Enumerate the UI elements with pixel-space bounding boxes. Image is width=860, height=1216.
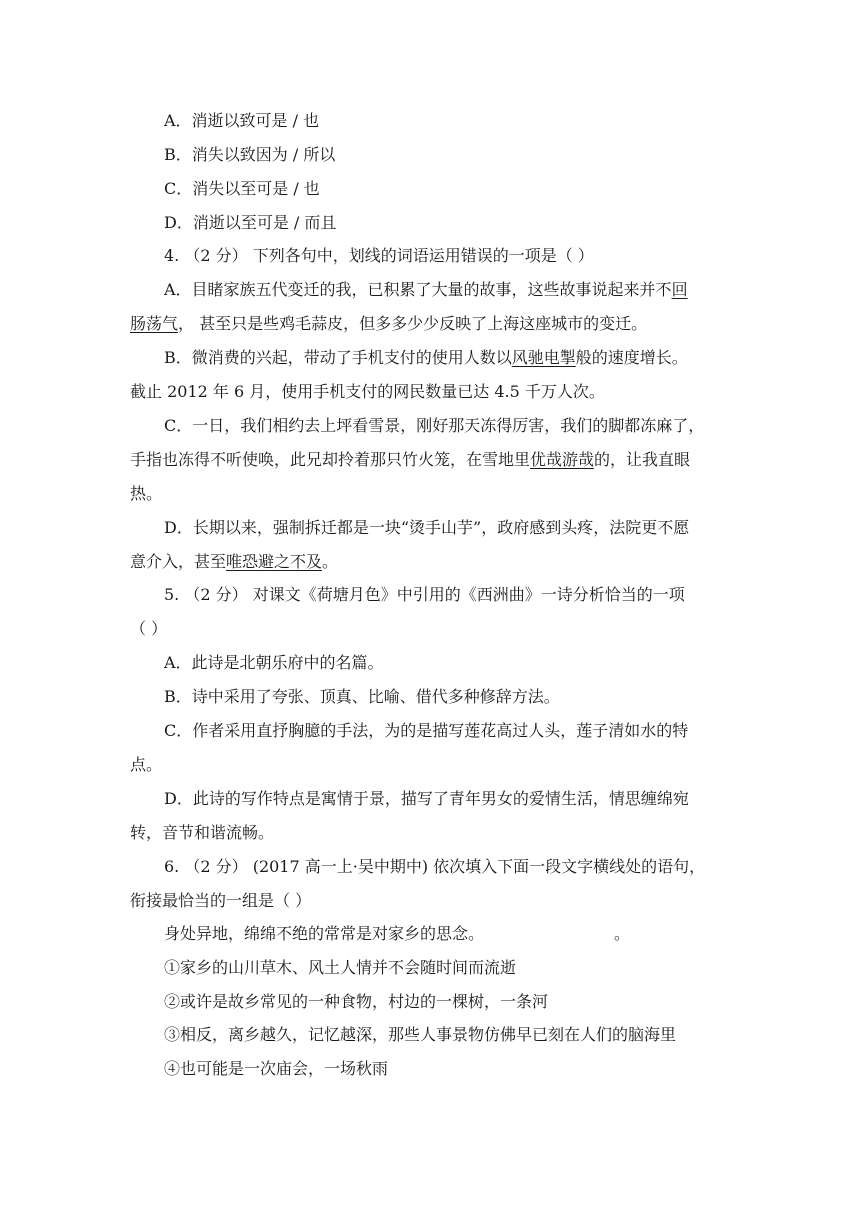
- q4-option-a-underlined: 回: [671, 280, 688, 299]
- q4-option-a-line1: [164, 279, 764, 301]
- q4-option-a-underlined-cont: 肠荡气: [130, 314, 179, 333]
- q4-option-c-underlined: 优哉游哉: [530, 450, 595, 469]
- q6-stem-line2: 衔接最恰当的一组是（ ）: [130, 891, 312, 910]
- q4-option-b-text: B．微消费的兴起，带动了手机支付的使用人数以: [164, 348, 512, 367]
- q4-option-b-line1: [164, 347, 764, 369]
- q6-item-3: ③相反，离乡越久，记忆越深，那些人事景物仿佛早已刻在人们的脑海里: [164, 1025, 677, 1044]
- q3-option-c: C．消失以至可是 / 也: [164, 179, 320, 198]
- q6-stem-line1: 6. （2 分） (2017 高一上·吴中期中) 依次填入下面一段文字横线处的语句，: [164, 857, 706, 876]
- q4-option-d-line1: D．长期以来，强制拆迁都是一块“烫手山芋”，政府感到头疼，法院更不愿: [164, 518, 690, 537]
- q6-passage-end: 。: [614, 924, 631, 943]
- q4-stem: 4. （2 分） 下列各句中，划线的词语运用错误的一项是（ ）: [164, 246, 594, 265]
- q4-option-a-line2: [130, 313, 730, 335]
- q3-option-d: D．消逝以至可是 / 而且: [164, 213, 337, 232]
- q6-passage-text: 身处异地，绵绵不绝的常常是对家乡的思念。: [164, 924, 485, 943]
- q4-option-d-underlined: 唯恐避之不及: [226, 552, 323, 571]
- q5-stem-line1: 5. （2 分） 对课文《荷塘月色》中引用的《西洲曲》一诗分析恰当的一项: [164, 585, 685, 604]
- q6-item-2: ②或许是故乡常见的一种食物，村边的一棵树，一条河: [164, 992, 549, 1011]
- q6-item-4: ④也可能是一次庙会，一场秋雨: [164, 1059, 389, 1078]
- q4-option-c-line1: C．一日，我们相约去上坪看雪景，刚好那天冻得厉害，我们的脚都冻麻了，: [164, 416, 705, 435]
- q4-option-b-text-post: 般的速度增长。: [575, 348, 688, 367]
- q4-option-b-line2: 截止 2012 年 6 月，使用手机支付的网民数量已达 4.5 千万人次。: [130, 382, 605, 401]
- q5-option-d-line2: 转，音节和谐流畅。: [130, 823, 275, 842]
- q6-item-1: ①家乡的山川草木、风土人情并不会随时间而流逝: [164, 958, 517, 977]
- q3-option-b: B．消失以致因为 / 所以: [164, 145, 336, 164]
- q4-option-c-text: 手指也冻得不听使唤，此兄却拎着那只竹火笼，在雪地里: [130, 450, 531, 469]
- q3-option-a: A．消逝以致可是 / 也: [164, 111, 320, 130]
- q4-option-a-text: A．目睹家族五代变迁的我，已积累了大量的故事，这些故事说起来并不: [164, 280, 672, 299]
- q5-option-d-line1: D．此诗的写作特点是寓情于景，描写了青年男女的爱情生活，情思缠绵宛: [164, 789, 689, 808]
- q4-option-d-line2: [130, 551, 730, 573]
- q4-option-c-text-post: 的，让我直眼: [594, 450, 691, 469]
- q4-option-c-line3: 热。: [130, 484, 163, 503]
- q4-option-b-underlined: 风驰电掣: [511, 348, 576, 367]
- q6-passage: [164, 923, 764, 945]
- q5-option-c-line1: C．作者采用直抒胸臆的手法，为的是描写莲花高过人头，莲子清如水的特: [164, 721, 689, 740]
- q4-option-d-text-post: 。: [322, 552, 339, 571]
- q4-option-d-text: 意介入，甚至: [130, 552, 227, 571]
- q5-option-b: B．诗中采用了夸张、顶真、比喻、借代多种修辞方法。: [164, 687, 560, 706]
- q5-stem-line2: （ ）: [130, 619, 168, 638]
- q5-option-c-line2: 点。: [130, 755, 163, 774]
- q5-option-a: A．此诗是北朝乐府中的名篇。: [164, 653, 384, 672]
- q4-option-a-text-cont: ， 甚至只是些鸡毛蒜皮，但多多少少反映了上海这座城市的变迁。: [178, 314, 648, 333]
- q4-option-c-line2: [130, 449, 730, 471]
